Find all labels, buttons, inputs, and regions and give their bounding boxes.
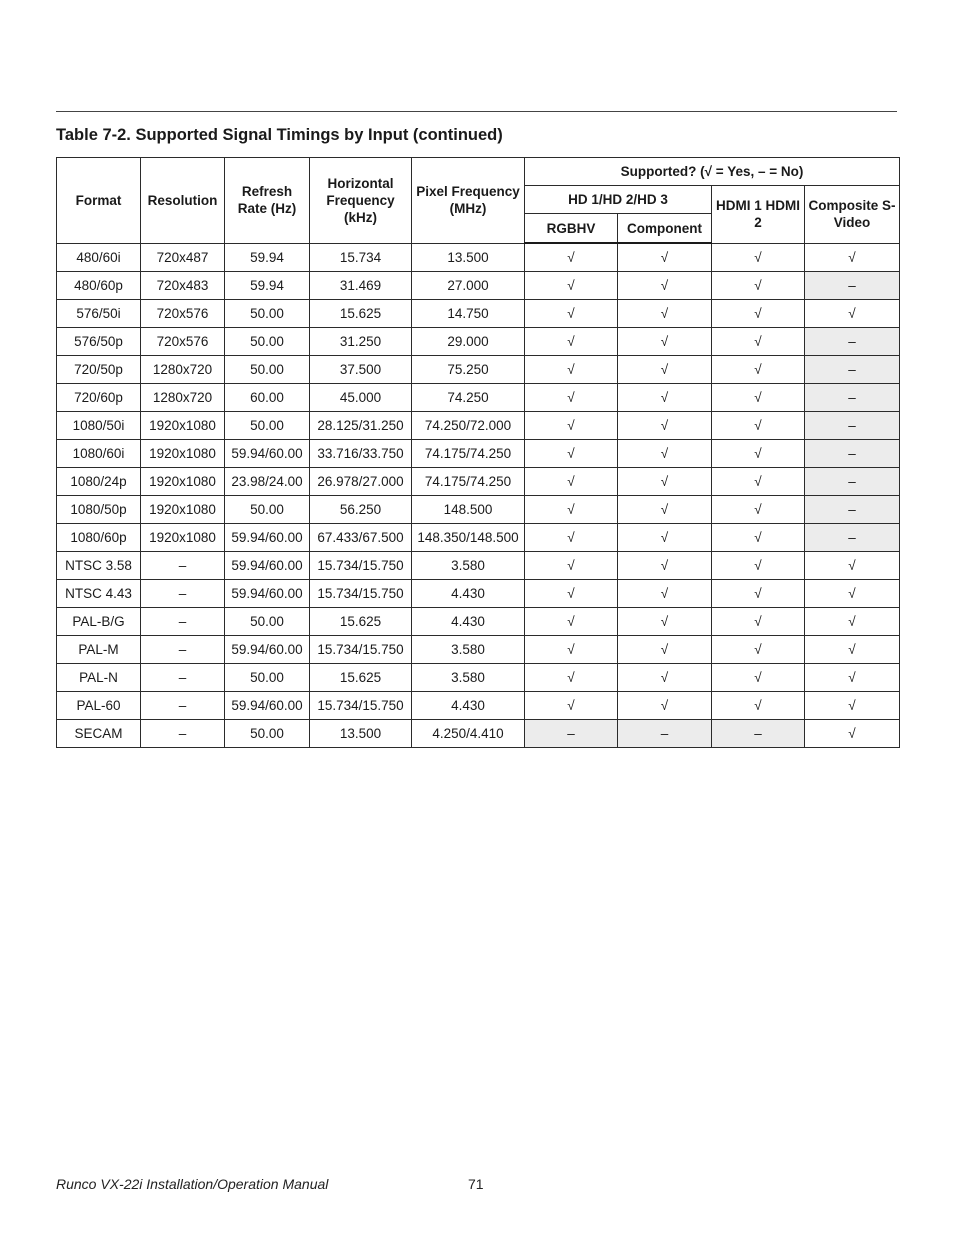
cell-resolution: 720x483 [141,272,225,300]
header-horizontal-frequency: Horizontal Frequency (kHz) [310,158,412,244]
cell-rgbhv: √ [525,608,618,636]
cell-refresh-rate: 50.00 [225,356,310,384]
cell-hdmi: √ [712,636,805,664]
cell-pixel-frequency: 3.580 [412,636,525,664]
cell-rgbhv: √ [525,243,618,272]
header-pixel-frequency: Pixel Frequency (MHz) [412,158,525,244]
cell-composite: – [805,412,900,440]
table-row [57,636,900,664]
table-row [57,300,900,328]
cell-hdmi: √ [712,328,805,356]
cell-format: NTSC 4.43 [57,580,141,608]
cell-rgbhv: √ [525,552,618,580]
cell-resolution: 1920x1080 [141,524,225,552]
cell-resolution: 1920x1080 [141,440,225,468]
cell-rgbhv: √ [525,524,618,552]
cell-refresh-rate: 50.00 [225,412,310,440]
cell-horizontal-frequency: 33.716/33.750 [310,440,412,468]
cell-format: 576/50i [57,300,141,328]
table-row [57,552,900,580]
cell-format: PAL-60 [57,692,141,720]
cell-pixel-frequency: 29.000 [412,328,525,356]
cell-resolution: 720x487 [141,243,225,272]
table-row [57,524,900,552]
cell-pixel-frequency: 148.350/148.500 [412,524,525,552]
cell-resolution: 1920x1080 [141,412,225,440]
cell-resolution: – [141,580,225,608]
cell-format: 720/60p [57,384,141,412]
cell-pixel-frequency: 74.250/72.000 [412,412,525,440]
cell-hdmi: √ [712,524,805,552]
cell-horizontal-frequency: 28.125/31.250 [310,412,412,440]
table-row [57,356,900,384]
cell-format: 480/60p [57,272,141,300]
cell-component: √ [618,496,712,524]
table-row [57,468,900,496]
cell-component: √ [618,384,712,412]
cell-resolution: 720x576 [141,300,225,328]
cell-rgbhv: √ [525,580,618,608]
cell-resolution: – [141,552,225,580]
cell-resolution: 1280x720 [141,356,225,384]
cell-refresh-rate: 59.94/60.00 [225,692,310,720]
header-composite: Composite S-Video [805,186,900,244]
table-row [57,412,900,440]
cell-hdmi: √ [712,608,805,636]
cell-rgbhv: √ [525,440,618,468]
cell-component: √ [618,356,712,384]
cell-rgbhv: √ [525,636,618,664]
cell-refresh-rate: 59.94 [225,243,310,272]
cell-horizontal-frequency: 15.734/15.750 [310,580,412,608]
cell-horizontal-frequency: 15.734/15.750 [310,552,412,580]
cell-hdmi: √ [712,552,805,580]
top-rule [56,111,897,112]
cell-rgbhv: √ [525,328,618,356]
cell-rgbhv: √ [525,412,618,440]
cell-hdmi: √ [712,412,805,440]
cell-refresh-rate: 50.00 [225,720,310,748]
header-supported: Supported? (√ = Yes, – = No) [525,158,900,186]
cell-horizontal-frequency: 31.250 [310,328,412,356]
cell-rgbhv: √ [525,664,618,692]
cell-component: √ [618,692,712,720]
cell-horizontal-frequency: 15.625 [310,664,412,692]
table-row [57,243,900,272]
table-row [57,692,900,720]
cell-format: 1080/50p [57,496,141,524]
cell-horizontal-frequency: 56.250 [310,496,412,524]
table-row [57,272,900,300]
cell-pixel-frequency: 14.750 [412,300,525,328]
table-row [57,580,900,608]
footer-manual-title: Runco VX-22i Installation/Operation Manual [56,1176,329,1192]
cell-hdmi: √ [712,356,805,384]
cell-component: √ [618,300,712,328]
table-title: Table 7-2. Supported Signal Timings by Input (continued) [56,126,503,144]
header-component: Component [618,214,712,244]
cell-component: √ [618,440,712,468]
cell-hdmi: √ [712,243,805,272]
header-refresh-rate: Refresh Rate (Hz) [225,158,310,244]
table-row [57,664,900,692]
table-row [57,608,900,636]
cell-refresh-rate: 59.94/60.00 [225,580,310,608]
cell-hdmi: √ [712,664,805,692]
cell-resolution: – [141,692,225,720]
cell-format: 1080/60p [57,524,141,552]
cell-format: PAL-N [57,664,141,692]
cell-component: √ [618,664,712,692]
cell-format: 1080/24p [57,468,141,496]
cell-resolution: – [141,636,225,664]
cell-pixel-frequency: 4.430 [412,608,525,636]
cell-component: √ [618,412,712,440]
cell-component: √ [618,580,712,608]
cell-pixel-frequency: 13.500 [412,243,525,272]
cell-hdmi: √ [712,496,805,524]
cell-pixel-frequency: 3.580 [412,664,525,692]
cell-composite: √ [805,692,900,720]
cell-composite: – [805,496,900,524]
cell-pixel-frequency: 75.250 [412,356,525,384]
cell-composite: √ [805,636,900,664]
cell-composite: – [805,468,900,496]
cell-hdmi: √ [712,580,805,608]
cell-pixel-frequency: 4.430 [412,692,525,720]
cell-hdmi: √ [712,692,805,720]
table-row [57,720,900,748]
table-row [57,328,900,356]
cell-horizontal-frequency: 15.734/15.750 [310,692,412,720]
cell-resolution: 1920x1080 [141,468,225,496]
cell-hdmi: – [712,720,805,748]
cell-format: 480/60i [57,243,141,272]
cell-resolution: – [141,664,225,692]
cell-pixel-frequency: 74.175/74.250 [412,468,525,496]
table-body [57,243,900,748]
cell-resolution: 1280x720 [141,384,225,412]
cell-rgbhv: √ [525,272,618,300]
cell-resolution: – [141,720,225,748]
cell-refresh-rate: 60.00 [225,384,310,412]
cell-format: 1080/50i [57,412,141,440]
header-hdmi: HDMI 1 HDMI 2 [712,186,805,244]
cell-format: 1080/60i [57,440,141,468]
cell-composite: √ [805,608,900,636]
cell-pixel-frequency: 4.250/4.410 [412,720,525,748]
cell-composite: – [805,384,900,412]
cell-composite: – [805,328,900,356]
header-hd-group: HD 1/HD 2/HD 3 [525,186,712,214]
cell-horizontal-frequency: 15.734/15.750 [310,636,412,664]
cell-refresh-rate: 50.00 [225,608,310,636]
cell-refresh-rate: 50.00 [225,300,310,328]
cell-format: SECAM [57,720,141,748]
cell-refresh-rate: 59.94 [225,272,310,300]
cell-refresh-rate: 23.98/24.00 [225,468,310,496]
cell-refresh-rate: 59.94/60.00 [225,636,310,664]
cell-pixel-frequency: 4.430 [412,580,525,608]
cell-refresh-rate: 50.00 [225,496,310,524]
header-rgbhv: RGBHV [525,214,618,244]
cell-refresh-rate: 59.94/60.00 [225,440,310,468]
cell-hdmi: √ [712,300,805,328]
header-format: Format [57,158,141,244]
cell-horizontal-frequency: 31.469 [310,272,412,300]
cell-pixel-frequency: 148.500 [412,496,525,524]
cell-horizontal-frequency: 15.625 [310,300,412,328]
cell-resolution: 1920x1080 [141,496,225,524]
cell-format: PAL-M [57,636,141,664]
cell-refresh-rate: 50.00 [225,328,310,356]
cell-refresh-rate: 59.94/60.00 [225,552,310,580]
cell-horizontal-frequency: 67.433/67.500 [310,524,412,552]
cell-pixel-frequency: 74.175/74.250 [412,440,525,468]
cell-refresh-rate: 50.00 [225,664,310,692]
cell-composite: √ [805,720,900,748]
cell-composite: √ [805,300,900,328]
cell-component: – [618,720,712,748]
cell-hdmi: √ [712,440,805,468]
cell-pixel-frequency: 3.580 [412,552,525,580]
cell-component: √ [618,608,712,636]
cell-component: √ [618,524,712,552]
cell-hdmi: √ [712,468,805,496]
cell-composite: – [805,356,900,384]
cell-pixel-frequency: 74.250 [412,384,525,412]
cell-hdmi: √ [712,272,805,300]
cell-rgbhv: √ [525,356,618,384]
table-row [57,440,900,468]
cell-rgbhv: – [525,720,618,748]
cell-horizontal-frequency: 45.000 [310,384,412,412]
cell-composite: √ [805,552,900,580]
cell-horizontal-frequency: 26.978/27.000 [310,468,412,496]
cell-rgbhv: √ [525,384,618,412]
cell-horizontal-frequency: 15.625 [310,608,412,636]
cell-rgbhv: √ [525,300,618,328]
cell-refresh-rate: 59.94/60.00 [225,524,310,552]
signal-timings-table [56,157,900,748]
cell-composite: √ [805,580,900,608]
cell-format: 720/50p [57,356,141,384]
cell-component: √ [618,552,712,580]
cell-composite: – [805,440,900,468]
cell-resolution: 720x576 [141,328,225,356]
cell-composite: √ [805,243,900,272]
cell-component: √ [618,272,712,300]
cell-hdmi: √ [712,384,805,412]
header-resolution: Resolution [141,158,225,244]
cell-horizontal-frequency: 37.500 [310,356,412,384]
cell-rgbhv: √ [525,692,618,720]
cell-component: √ [618,468,712,496]
cell-pixel-frequency: 27.000 [412,272,525,300]
cell-component: √ [618,243,712,272]
cell-rgbhv: √ [525,496,618,524]
table-row [57,384,900,412]
cell-composite: – [805,272,900,300]
cell-format: NTSC 3.58 [57,552,141,580]
cell-rgbhv: √ [525,468,618,496]
cell-composite: √ [805,664,900,692]
cell-horizontal-frequency: 13.500 [310,720,412,748]
cell-composite: – [805,524,900,552]
table-row [57,496,900,524]
cell-format: 576/50p [57,328,141,356]
cell-component: √ [618,328,712,356]
cell-horizontal-frequency: 15.734 [310,243,412,272]
cell-component: √ [618,636,712,664]
cell-format: PAL-B/G [57,608,141,636]
footer-page-number: 71 [468,1176,484,1192]
cell-resolution: – [141,608,225,636]
